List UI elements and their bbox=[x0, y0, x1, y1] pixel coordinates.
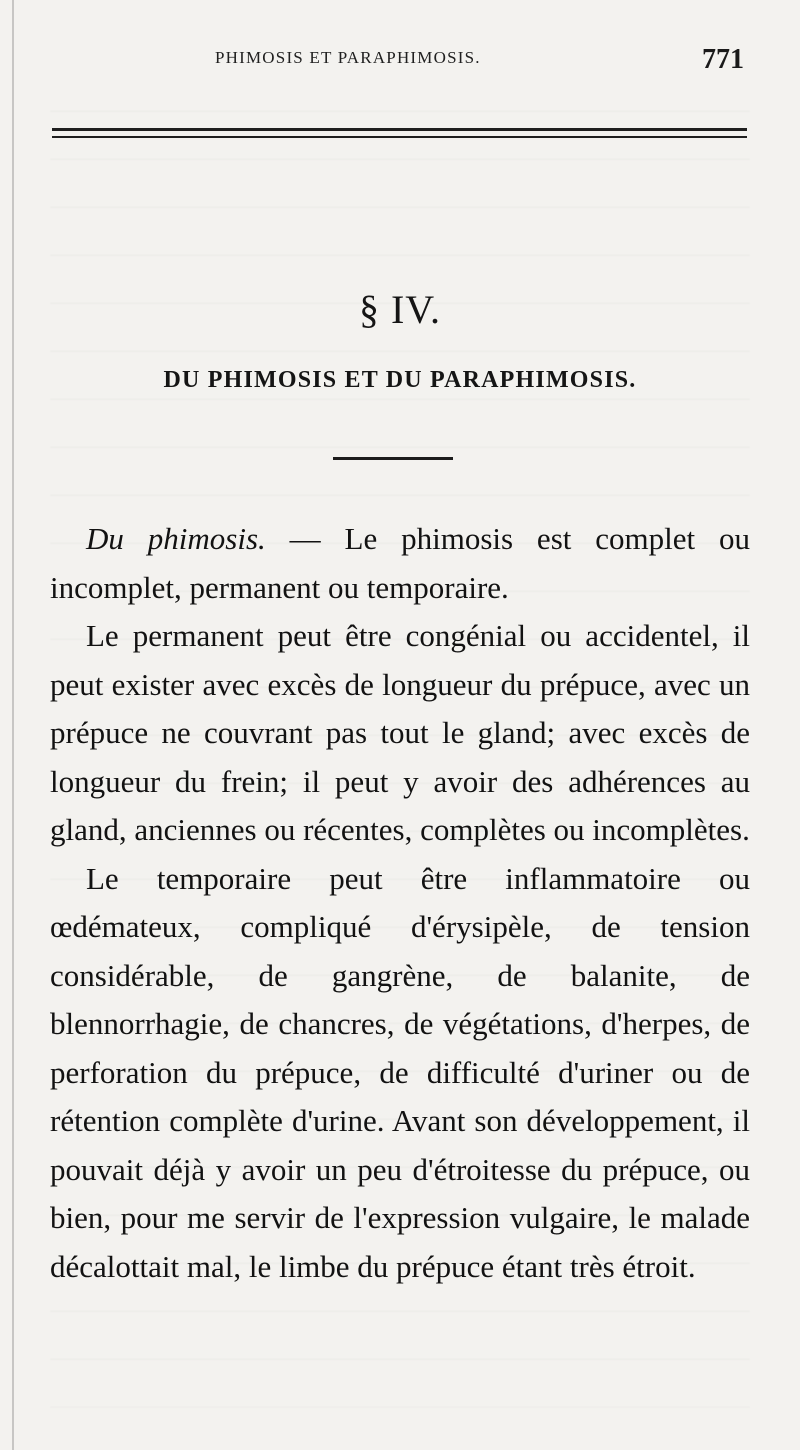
paragraph-2: Le permanent peut être congénial ou accidentel, il peut exister avec excès de longueur du prépuce, avec un prépuce ne couvrant pas tout le gland; avec excès de longueur du frein; il peut y avoir des adhérences au gland, anciennes ou récentes, complètes ou incomplètes. bbox=[50, 618, 750, 847]
page-edge-shadow bbox=[12, 0, 14, 1450]
header-rule-bottom bbox=[52, 136, 747, 138]
running-title: PHIMOSIS ET PARAPHIMOSIS. bbox=[215, 48, 481, 67]
section-divider bbox=[333, 457, 453, 460]
section-number: § IV. bbox=[358, 287, 442, 332]
paragraph-1-text: — Le phimosis est complet ou incomplet, permanent ou temporaire. bbox=[50, 521, 750, 605]
running-header bbox=[50, 46, 752, 76]
body-text bbox=[50, 515, 750, 1291]
paragraph-1 bbox=[50, 515, 750, 612]
subheading-inline: Du phimosis. bbox=[86, 521, 266, 556]
section-title: DU PHIMOSIS ET DU PARAPHIMOSIS. bbox=[163, 367, 637, 393]
page-number: 771 bbox=[702, 44, 744, 75]
header-rule-top bbox=[52, 128, 747, 131]
paragraph-3: Le temporaire peut être inflammatoire ou œdémateux, compliqué d'érysipèle, de tension considérable, de gangrène, de balanite, de blennorrhagie, de chancres, de végétations, d'herpes, de perforation du prépuce, de difficulté d'uriner ou de rétention complète d'urine. Avant son développement, il pouvait déjà y avoir un peu d'étroitesse du prépuce, ou bien, pour me servir de l'expression vulgaire, le malade décalottait mal, le limbe du prépuce étant très étroit. bbox=[50, 860, 750, 1284]
